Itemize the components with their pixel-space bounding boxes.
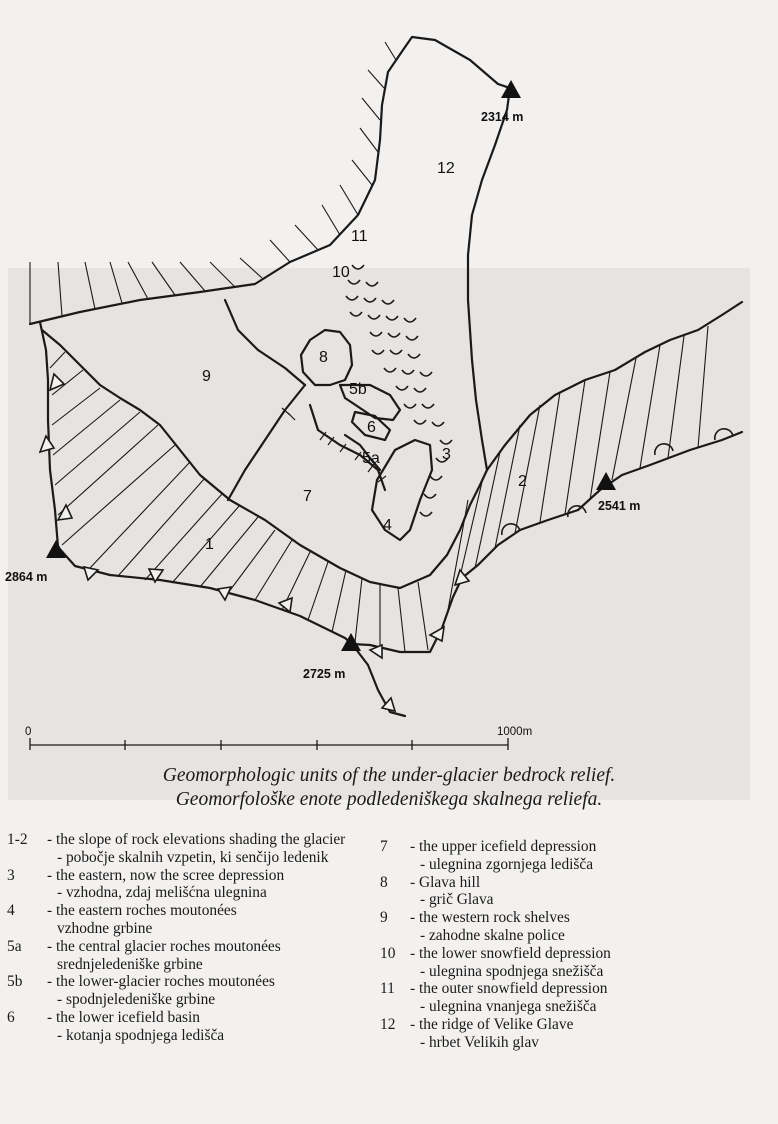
- legend-english: - the eastern, now the scree depression: [47, 866, 285, 884]
- legend-item: [380, 874, 752, 910]
- legend-number: 7: [380, 838, 388, 855]
- legend-english: - the ridge of Velike Glave: [410, 1015, 574, 1033]
- legend-slovene: srednjeledeniške grbine: [57, 955, 203, 973]
- legend-english: - the slope of rock elevations shading the glacier: [47, 831, 346, 848]
- peak-2541-label: 2541 m: [598, 499, 641, 513]
- legend-item: [7, 867, 377, 903]
- unit-label-1: 1: [205, 536, 214, 553]
- legend-slovene: vzhodne grbine: [57, 919, 153, 937]
- unit-label-5a: 5a: [362, 450, 380, 467]
- legend-number: 12: [380, 1015, 396, 1033]
- legend-number: 3: [7, 866, 15, 884]
- legend-item: [7, 902, 377, 938]
- peak-2725-marker: [341, 633, 361, 651]
- scale-bar: [30, 738, 508, 750]
- unit-7-west-edge: [228, 385, 305, 500]
- legend-number: 8: [380, 873, 388, 891]
- slope-hatching: [30, 42, 708, 652]
- peak-2314-marker: [501, 80, 521, 98]
- legend-item: [7, 938, 377, 974]
- glacier-inner-boundary-west: [42, 330, 487, 588]
- legend-english: - the lower-glacier roches moutonées: [47, 973, 275, 991]
- legend-slovene: - pobočje skalnih vzpetin, ki senčijo ledenik: [57, 848, 329, 866]
- peak-2725-label: 2725 m: [303, 667, 346, 681]
- legend-english: - the lower icefield basin: [47, 1008, 200, 1026]
- unit-label-5b: 5b: [349, 381, 367, 398]
- unit-label-8: 8: [319, 349, 328, 366]
- scale-end-label: 1000m: [497, 726, 533, 738]
- eastern-ridge-line: [352, 432, 742, 652]
- legend-number: 10: [380, 944, 396, 962]
- legend-slovene: - kotanja spodnjega ledišča: [57, 1026, 225, 1044]
- glacier-edge-triangles: [40, 374, 469, 711]
- legend-item: [7, 831, 377, 867]
- unit-label-10: 10: [332, 264, 350, 281]
- unit-label-11: 11: [351, 228, 368, 245]
- peak-2864-marker: [46, 540, 66, 558]
- legend-number: 11: [380, 980, 395, 998]
- legend-item: [7, 1009, 377, 1045]
- legend-english: - the western rock shelves: [410, 909, 570, 927]
- legend-item: [380, 945, 752, 981]
- legend-number: 4: [7, 902, 15, 920]
- legend-slovene: - ulegnina zgornjega ledišča: [420, 855, 594, 873]
- legend-number: 9: [380, 909, 388, 927]
- legend-english: - the lower snowfield depression: [410, 944, 611, 962]
- legend-number: 5b: [7, 973, 23, 991]
- legend-item: [380, 1016, 752, 1052]
- legend-item: [380, 980, 752, 1016]
- unit-9-divider: [225, 300, 305, 385]
- legend-number: 6: [7, 1008, 15, 1026]
- legend-slovene: - vzhodna, zdaj melišćna ulegnina: [57, 884, 267, 902]
- legend-slovene: - hrbet Velikih glav: [420, 1033, 539, 1051]
- legend-left: [7, 831, 377, 1045]
- unit-4-outline: [372, 440, 432, 540]
- peak-markers: [46, 80, 616, 651]
- legend-number: 5a: [7, 937, 22, 955]
- legend-slovene: - zahodne skalne police: [420, 926, 565, 944]
- legend-english: - Glava hill: [410, 873, 481, 891]
- unit-label-7: 7: [303, 488, 312, 505]
- peak-2864-label: 2864 m: [5, 570, 48, 584]
- unit-label-2: 2: [518, 473, 527, 490]
- ridge-velike-glave-line: [30, 37, 510, 470]
- legend-slovene: - spodnjeledeniške grbine: [57, 991, 216, 1009]
- caption-english: Geomorphologic units of the under-glacier bedrock relief.: [162, 765, 616, 786]
- legend-right: [380, 838, 752, 1052]
- caption-slovene: Geomorfološke enote podledeniškega skalnega reliefa.: [175, 789, 603, 810]
- legend-item: [380, 909, 752, 945]
- legend-item: [7, 973, 377, 1009]
- legend-english: - the outer snowfield depression: [410, 980, 608, 998]
- legend-slovene: - ulegnina vnanjega snežišča: [420, 998, 597, 1016]
- unit-label-12: 12: [437, 160, 455, 177]
- unit-label-3: 3: [442, 446, 451, 463]
- legend-slovene: - ulegnina spodnjega snežišča: [420, 962, 604, 980]
- peak-2314-label: 2314 m: [481, 110, 524, 124]
- legend-english: - the upper icefield depression: [410, 838, 597, 855]
- legend-item: [380, 838, 752, 874]
- legend-english: - the central glacier roches moutonées: [47, 937, 281, 955]
- unit-label-4: 4: [383, 517, 392, 534]
- legend-number: 1-2: [7, 831, 28, 848]
- unit-label-9: 9: [202, 368, 211, 385]
- legend-english: - the eastern roches moutonées: [47, 902, 237, 920]
- scale-start-label: 0: [25, 726, 32, 738]
- legend-slovene: - grič Glava: [420, 891, 494, 909]
- unit-label-6: 6: [367, 419, 376, 436]
